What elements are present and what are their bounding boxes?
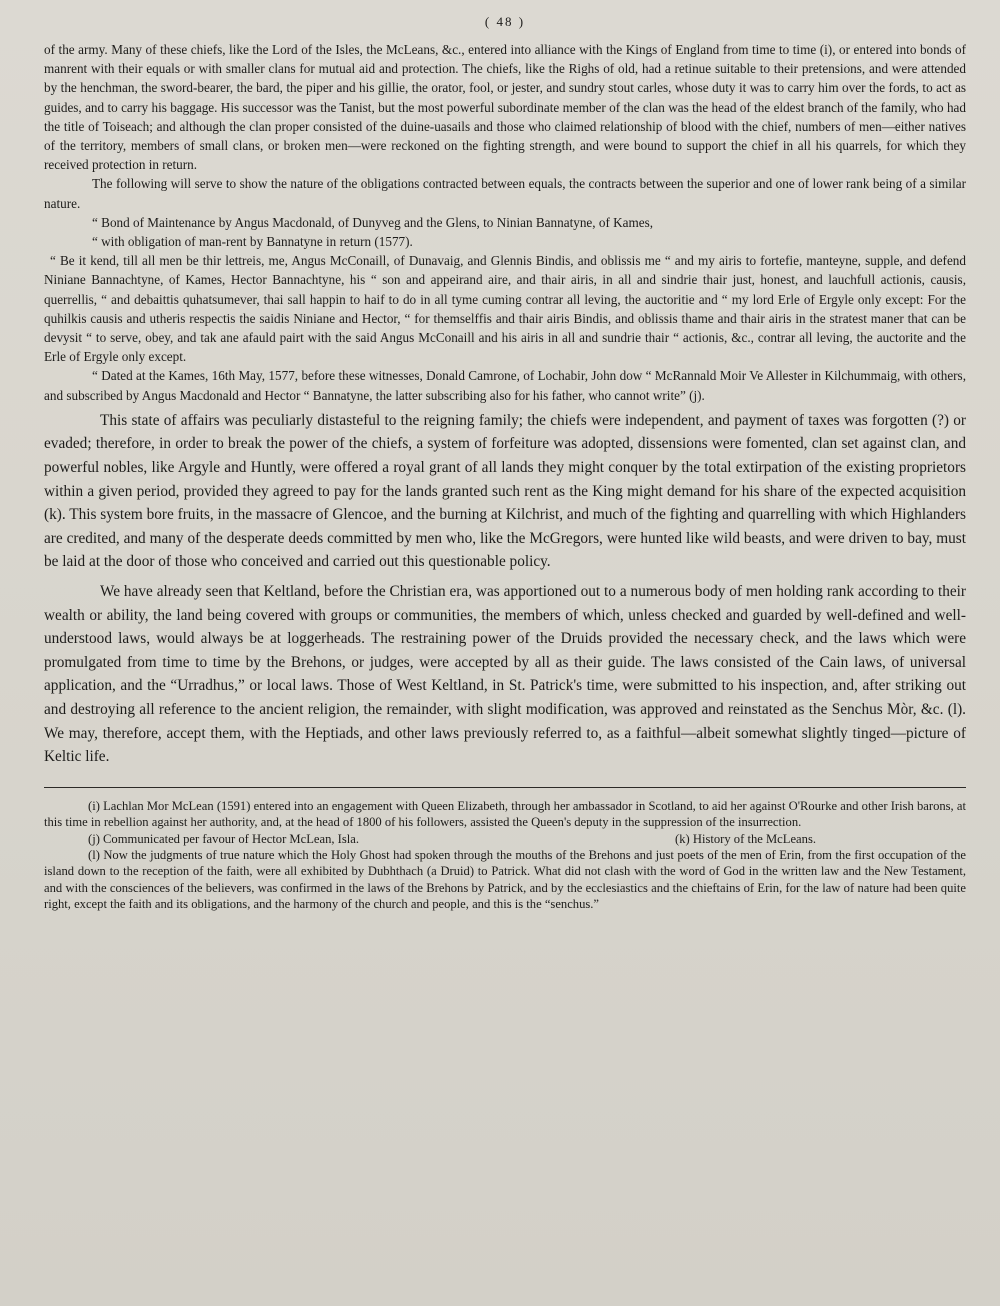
bond-text: “ Be it kend, till all men be thir lettreis, me, Angus McConaill, of Dunavaig, and Glennis Bindis, and oblissis me “ and my airis to fortefie, manteyne, supple, and defend Niniane Bannachtyne, of Kames, Hector Bannachtyne, his “ son and appeirand aire, and thair airis, in all and sindrie thair just, honest, and lauchfull actionis, causis, querrellis, “ and debaittis quhatsumever, thai sall happin to haif to do in all tyme cuming contrar all leving, the auctoritie and “ my lord Erle of Ergyle only except: For the quhilkis causis and utheris respectis the saidis Niniane and Hector, “ for themselffis and thair airis Bindis, and oblissis thame and thair airis in the stratest maner that can be devysit “ to serve, obey, and tak ane afauld pairt with the said Angus McConaill and his airis in all and sundrie thair “ actionis, &c., contrar all leving, the auctorite and the Erle of Ergyle only except. [44, 253, 966, 365]
bond-title: “ Bond of Maintenance by Angus Macdonald, of Dunyveg and the Glens, to Ninian Bannatyne, of Kames, [92, 214, 654, 230]
paragraph-keltland-laws: We have already seen that Keltland, before the Christian era, was apportioned out to a numerous body of men holding rank according to their wealth or ability, the land being covered with groups or communities, the members of which, unless checked and guarded by well-defined and well-understood laws, would always be at loggerheads. The restraining power of the Druids provided the necessary check, and the laws which were promulgated from time to time by the Brehons, or judges, were accepted by all as their guide. The laws consisted of the Cain laws, of universal application, and the “Urradhus,” or local laws. Those of West Keltland, in St. Patrick's time, were submitted to his inspection, and, after striking out and destroying all reference to the ancient religion, the remainder, with slight modification, was approved and reinstated as the Senchus Mòr, &c. (l). We may, therefore, accept them, with the Heptiads, and other laws previously referred to, as a faithful—albeit somewhat slightly tinged—picture of Keltic life. [44, 583, 966, 766]
footnote-l: (l) Now the judgments of true nature which the Holy Ghost had spoken through the mouths of the Brehons and just poets of the men of Erin, from the first occupation of the island down to the reception of the faith, were all exhibited by Dubhthach (a Druid) to Patrick. What did not clash with the word of God in the written law and the New Testament, and with the consciences of the believers, was confirmed in the laws of the Brehons by Patrick, and by the ecclesiastics and the chieftains of Erin, for the law of nature had been quite right, except the faith and its obligations, and the harmony of the church and people, and this is the “senchus.” [44, 847, 966, 912]
body-small-type [44, 40, 966, 405]
footnote-j: (j) Communicated per favour of Hector McLean, Isla. [88, 831, 360, 846]
bond-subtitle: “ with obligation of man-rent by Bannatyne in return (1577). [92, 234, 413, 250]
footnote-jk-row [44, 831, 966, 847]
paragraph-forfeiture: This state of affairs was peculiarly distasteful to the reigning family; the chiefs were independent, and payment of taxes was forgotten (?) or evaded; therefore, in order to break the power of the chiefs, a system of forfeiture was adopted, dissensions were fomented, clan set against clan, and powerful nobles, like Argyle and Huntly, were offered a royal grant of all lands they might conquer by the total extirpation of the existing proprietors within a given period, provided they agreed to pay for the lands granted such rent as the King might demand for his share of the expected acquisition (k). This system bore fruits, in the massacre of Glencoe, and the burning at Kilchrist, and much of the fighting and quarrelling with which Highlanders are credited, and many of the desperate deeds committed by men who, like the McGregors, were hunted like wild beasts, and were driven to bay, must be laid at the door of those who conceived and carried out this questionable policy. [44, 411, 966, 571]
footnote-k: (k) History of the McLeans. [675, 831, 816, 846]
body-large-type [44, 409, 966, 769]
paragraph-chiefs: of the army. Many of these chiefs, like the Lord of the Isles, the McLeans, &c., entered into alliance with the Kings of England from time to time (i), or entered into bonds of manrent with their equals or with smaller clans for mutual aid and protection. The chiefs, like the Righs of old, had a retinue suitable to their pretensions, and were attended by the henchman, the sword-bearer, the bard, the piper and his gillie, the orator, fool, or jester, and sundry stout carles, whose duty it was to carry him over the fords, to act as guides, and to carry his baggage. His successor was the Tanist, but the most powerful subordinate member of the clan was the head of the eldest branch of the family, who had the title of Toiseach; and although the clan proper consisted of the duine-uasails and those who claimed relationship of blood with the chief, numbers of men—either natives of the territory, members of small clans, or broken men—were reckoned on the fighting strength, and were bound to support the chief in all his quarrels, for which they received protection in return. [44, 42, 966, 173]
bond-dated: “ Dated at the Kames, 16th May, 1577, before these witnesses, Donald Camrone, of Lochabir, John dow “ McRannald Moir Ve Allester in Kilchummaig, with others, and subscribed by Angus Macdonald and Hector “ Bannatyne, the latter subscribing also for his father, who cannot write” (j). [44, 368, 966, 403]
page-number: ( 48 ) [484, 14, 526, 29]
paragraph-obligations-intro: The following will serve to show the nature of the obligations contracted between equals, the contracts between the superior and one of lower rank being of a similar nature. [44, 176, 966, 211]
footnote-divider [44, 787, 966, 788]
footnote-i: (i) Lachlan Mor McLean (1591) entered into an engagement with Queen Elizabeth, through her ambassador in Scotland, to aid her against O'Rourke and other Irish barons, at this time in rebellion against her authority, and, at the head of 1800 of his followers, assisted the Queen's deputy in the suppression of the insurrection. [44, 798, 966, 830]
footnotes [44, 798, 966, 913]
